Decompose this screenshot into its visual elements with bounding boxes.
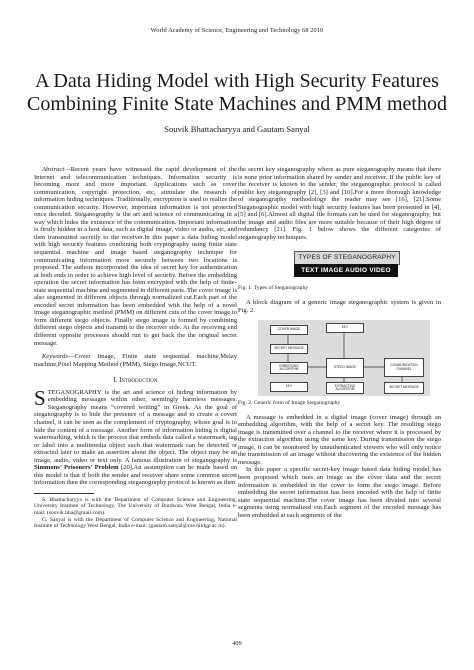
block-secret-message-out: SECRET MESSAGE (384, 382, 424, 394)
block-communication-channel: COMMUNICATION CHANNEL (384, 358, 424, 377)
authors: Souvik Bhattacharyya and Gautam Sanyal (164, 124, 310, 134)
drop-cap: S (34, 385, 46, 410)
abstract (34, 166, 237, 347)
intro-text: is the art and science of hiding information by embedding messages within other, seemingly harmless messages. Steganography means “covered writing” in Greek. As the goal of steganography is to hide the presence of a message and to create a covert channel, it can be seen as the complement of cryptography, whose goal is to hide the content of a message. Another form of information hiding is digital watermarking, which is the process that embeds data called a watermark, tag or label into a multimedia object such that watermark can be detected or extracted later to make an assertion about the object. The object may be an image, audio, video or text only. A famous illustration of steganography is (34, 388, 237, 464)
introduction-paragraph (34, 385, 237, 487)
right-column (238, 166, 441, 519)
simmons-problem: Simmons’ Prisoners’ Problem (34, 464, 119, 472)
block-cover-image: COVER IMAGE (270, 325, 308, 335)
keywords (34, 353, 237, 368)
block-stego-image: STEGO IMAGE (326, 358, 364, 378)
right-paragraph-4: In this paper a specific secret-key image based data hiding model has been proposed which uses an image as the cover data and the secret information is embedded in the cover to form the stego image. Before embedding the secret information has been encoded with the help of finite state sequential machine.The cover image has been divided into several segments using normalized cut.Each segment of the encoded message has been embedded at each segments of the (238, 466, 441, 519)
figure-1-caption: Fig. 1. Types of Steganography (238, 285, 309, 292)
paper-title (20, 70, 454, 116)
right-paragraph-2: A block diagram of a generic image steganographic system is given in Fig. 2. (238, 299, 441, 314)
block-extracting-algorithm: EXTRACTING ALGORITHM (326, 382, 364, 394)
keywords-text: —Cover Image, Finite state sequential machine,Melay machine,Pixel Mapping Method (PMM), Stego Image,NCUT. (34, 353, 237, 368)
abstract-text: —Recent years have witnessed the rapid development of the Internet and telecommunication techniques. Information security is becoming more and more important. Applications such as cover communication, copyright protection, etc, stimulate the research of information hiding techniques. Traditionally, encryption is used to realize the communication security. However, important information is not protected once decoded. Steganography is the art and science of communicating in a way which hides the existence of the communication. Important information is firstly hidden in a host data, such as digital image, video or audio, etc, and then transmitted secretly to the receiver.In this paper a data hiding model with high security features combining both cryptography using finite state sequential machine and image based steganography technique for communicating information more securely between two locations is proposed. The authors incorporated the idea of secret key for authentication at both ends in order to achieve high level of security. Before the embedding operation the secret information has been encrypted with the help of finite-state sequential machine and segmented in different parts. The cover image is also segmented in different objects through normalized cut.Each part of the encoded secret information has been embedded with the help of a novel image steganographic method (PMM) on different cuts of the cover image to form different stego objects. Finally stego image is formed by combining different stego objects and transmit to the receiver side. At the receiving end different opposite processes should run to get back the the original secret message. (34, 166, 238, 347)
footnote-2: G. Sanyal is with the Department of Computer Science and Engineering, National Institute of Technology West Bengal, India e-mail: (gautam.sanyal@cse.nitdgp.ac.in). (34, 516, 237, 530)
running-header: World Academy of Science, Engineering and Technology 68 2010 (150, 27, 324, 34)
left-column (34, 166, 237, 530)
figure-1 (272, 251, 400, 281)
keywords-label: Keywords (42, 353, 68, 361)
block-key-1: KEY (326, 323, 364, 333)
figure-2-caption: Fig. 2. Generic form of Image Steganography (238, 400, 341, 407)
block-embedding-algorithm: EMBEDDING ALGORITHM (270, 362, 308, 374)
block-secret-message: SECRET MESSAGE (270, 344, 308, 354)
page-number: 409 (232, 640, 242, 647)
footnote-1: S. Bhattacharyya is with the Department of Computer Science and Engineering, University Institute of Technology, The University of Burdwan, West Bengal, India e-mail: (souvik.bha@gmail.com). (34, 496, 237, 517)
right-paragraph-3: A message is embedded in a digital image (cover image) through an embedding algorithm, with the help of a secret key. The resulting stego image is transmitted over a channel to the receiver where it is processed by the extraction algorithm using the same key. During transmission the stego image, it can be monitored by unauthenticated viewers who will only notice the transmission of an image without discovering the existence of the hidden message. (238, 413, 441, 466)
figure-1-heading: TYPES OF STEGANOGRAPHY (294, 251, 400, 265)
block-key-2: KEY (270, 382, 308, 392)
section-heading-introduction: I. Introduction (113, 377, 158, 385)
title-line-1: A Data Hiding Model with High Security Features (35, 70, 439, 92)
first-word-rest: TEGANOGRAPHY (47, 388, 102, 396)
footnote-rule (34, 493, 94, 494)
figure-2 (258, 320, 430, 396)
intro-text-end: [20].An assumption can be made based on this model is that if both the sender and receiver share some common secret information then the corresponding steganography protocol is known as then (34, 464, 237, 487)
figure-1-categories: TEXT IMAGE AUDIO VIDEO (294, 264, 398, 277)
abstract-label: Abstract (42, 166, 65, 173)
title-line-2: Combining Finite State Machines and PMM method (27, 93, 447, 115)
right-paragraph-1: the secret key steganography where as pure steganography means that there is none prior information shared by sender and receiver. If the public key of the receiver is known to the sender, the steganographic protocol is called public key steganography [2], [3] and [10].For a more thorough knowledge of steganography methodology the reader may see [16], [21].Some Steganographic model with high security features has been presented in [4], [5] and [6].Almost all digital file formats can be used for steganography, but the image and audio files are more suitable because of their high degree of redundancy [21]. Fig. 1 below shows the different categories of steganography techniques. (238, 166, 441, 241)
